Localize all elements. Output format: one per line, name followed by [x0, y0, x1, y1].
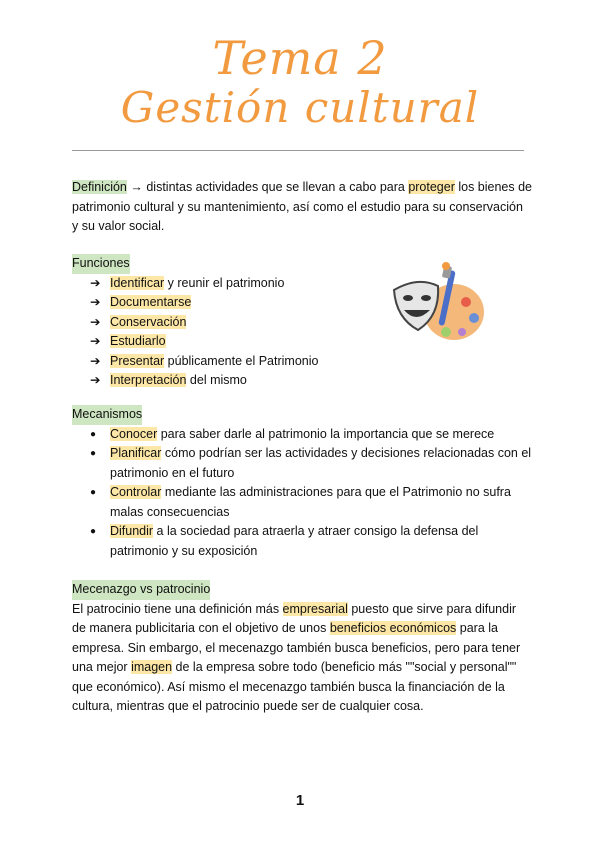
- list-item: [72, 425, 532, 445]
- item-text: mediante las administraciones para que el Patrimonio no sufra malas consecuencias: [110, 485, 511, 519]
- definition-term: Definición: [72, 180, 127, 194]
- dot-icon: ●: [90, 487, 97, 498]
- arrow-right-icon: ➔: [90, 334, 101, 348]
- item-text: del mismo: [186, 373, 247, 387]
- title-line-1: Tema 2: [212, 31, 388, 85]
- definition-text-a: → distintas actividades que se llevan a cabo para: [126, 180, 409, 194]
- definition-text-b: los bienes de patrimonio cultural y su mantenimiento, así como el estudio para su conservación y su valor social.: [72, 180, 533, 233]
- item-highlight: Interpretación: [110, 373, 187, 387]
- list-item: [72, 444, 532, 483]
- item-text: y reunir el patrimonio: [164, 275, 285, 290]
- mecanismos-heading: Mecanismos: [72, 405, 142, 425]
- mecenazgo-section: [72, 580, 532, 717]
- item-highlight: Planificar: [110, 446, 162, 460]
- arrow-right-icon: ➔: [90, 295, 101, 309]
- item-highlight: Difundir: [110, 524, 154, 538]
- definition-paragraph: [72, 178, 532, 237]
- mecenazgo-heading: Mecenazgo vs patrocinio: [72, 580, 210, 600]
- item-highlight: Presentar: [110, 353, 165, 368]
- paragraph-text: de la empresa sobre todo (beneficio más ""social y personal"" que económico). Así mismo el mecenazgo también busca la financiación de la cultura, mientras que el patrocinio puede ser de cualquier cosa.: [72, 660, 517, 713]
- divider: [72, 150, 524, 151]
- paragraph-highlight: empresarial: [282, 601, 348, 616]
- list-item: [72, 483, 532, 522]
- paragraph-text: puesto que sirve para difundir de manera publicitaria con el objetivo de unos: [72, 601, 517, 635]
- list-item: [72, 352, 532, 372]
- page-number: 1: [295, 792, 305, 809]
- dot-icon: ●: [90, 428, 97, 440]
- paragraph-highlight: beneficios económicos: [329, 621, 457, 635]
- list-item: [72, 522, 532, 561]
- item-highlight: Conservación: [110, 314, 187, 329]
- paragraph-highlight: imagen: [131, 660, 173, 674]
- mecanismos-list: [72, 425, 532, 562]
- item-highlight: Identificar: [110, 275, 165, 290]
- title-line-2: Gestión cultural: [120, 83, 480, 132]
- dot-icon: ●: [90, 526, 97, 537]
- item-text: cómo podrían ser las actividades y decisiones relacionadas con el patrimonio en el futuro: [110, 446, 532, 480]
- arrow-right-icon: ➔: [90, 314, 101, 329]
- item-highlight: Controlar: [110, 485, 162, 499]
- item-text: para saber darle al patrimonio la importancia que se merece: [157, 426, 495, 441]
- theater-mask-palette-icon: [388, 262, 488, 352]
- paragraph-text: El patrocinio tiene una definición más: [72, 601, 283, 616]
- paragraph-text: para la empresa. Sin embargo, el mecenazgo también busca beneficios, pero para tener una mejor: [72, 621, 521, 674]
- item-highlight: Estudiarlo: [110, 334, 166, 348]
- arrow-right-icon: ➔: [90, 353, 101, 368]
- funciones-heading: Funciones: [72, 254, 130, 274]
- item-highlight: Documentarse: [110, 295, 192, 309]
- item-text: a la sociedad para atraerla y atraer consigo la defensa del patrimonio y su exposición: [110, 524, 479, 558]
- definition-highlight: proteger: [408, 180, 455, 194]
- mecanismos-section: [72, 405, 532, 561]
- list-item: [72, 371, 532, 391]
- item-highlight: Conocer: [110, 426, 158, 441]
- dot-icon: ●: [90, 448, 97, 459]
- arrow-right-icon: ➔: [90, 275, 101, 290]
- item-text: públicamente el Patrimonio: [164, 353, 319, 368]
- arrow-right-icon: ➔: [90, 373, 101, 387]
